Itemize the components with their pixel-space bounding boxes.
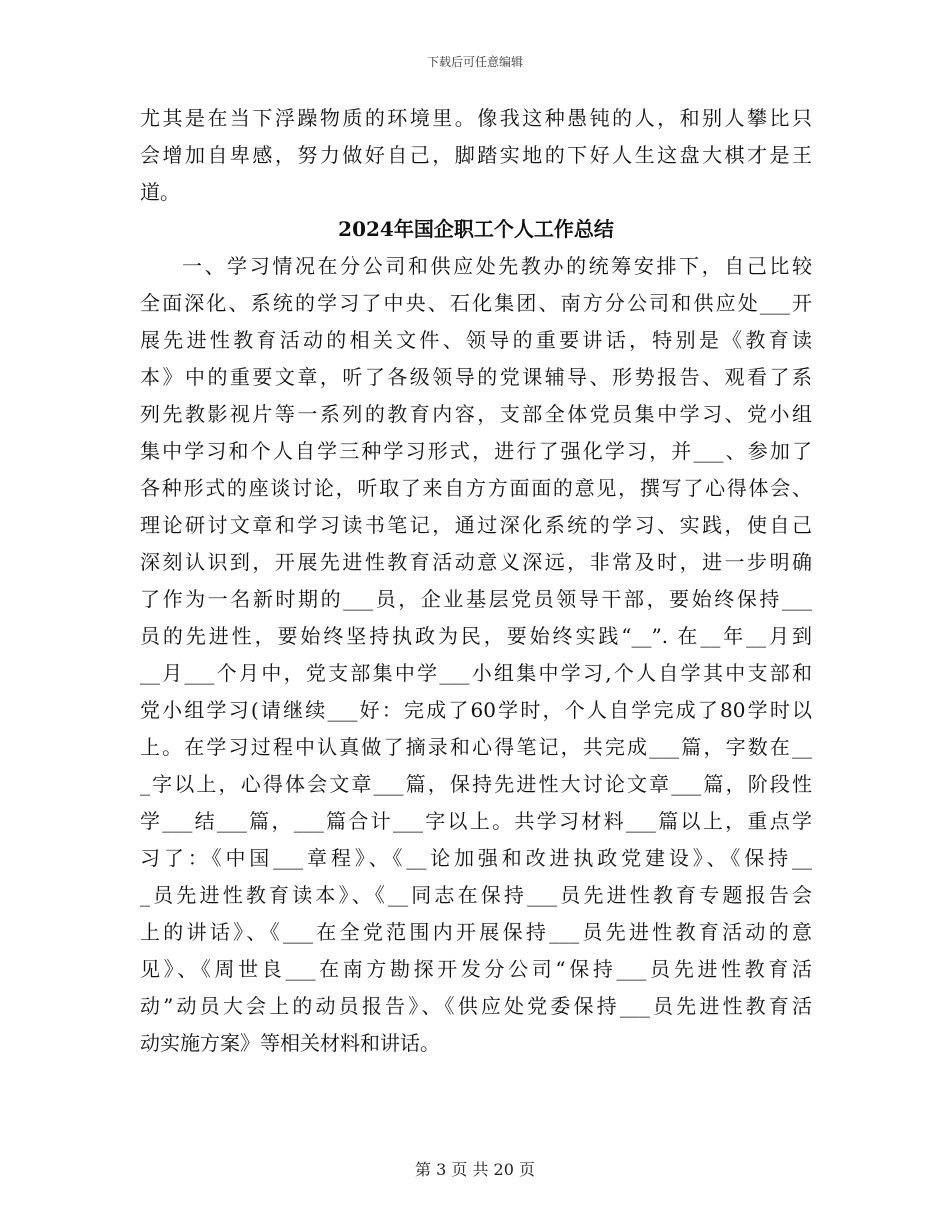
body-line-15: _字以上，心得体会文章___篇，保持先进性大讨论文章___篇，阶段性 bbox=[140, 772, 812, 796]
body-line-12: __月___个月中，党支部集中学___小组集中学习,个人自学其中支部和 bbox=[140, 661, 812, 685]
body-line-11: 员的先进性，要始终坚持执政为民，要始终实践“__”. 在__年__月到 bbox=[140, 624, 812, 648]
body-line-13: 党小组学习(请继续___好：完成了60学时，个人自学完成了80学时以 bbox=[140, 698, 812, 722]
body-line-4: 本》中的重要文章，听了各级领导的党课辅导、形势报告、观看了系 bbox=[140, 365, 812, 389]
page-header-note: 下载后可任意编辑 bbox=[426, 55, 523, 69]
body-line-7: 各种形式的座谈讨论，听取了来自方方面面的意见，撰写了心得体会、 bbox=[140, 476, 812, 500]
body-line-22: 动实施方案》等相关材料和讲话。 bbox=[140, 1031, 440, 1055]
document-body bbox=[140, 100, 812, 1062]
body-line-19: 上的讲话》、《___在全党范围内开展保持___员先进性教育活动的意 bbox=[140, 920, 812, 944]
body-line-6: 集中学习和个人自学三种学习形式，进行了强化学习，并___、参加了 bbox=[140, 439, 812, 463]
body-line-3: 展先进性教育活动的相关文件、领导的重要讲话，特别是《教育读 bbox=[140, 328, 812, 352]
intro-line-3: 道。 bbox=[140, 180, 180, 204]
body-line-2: 全面深化、系统的学习了中央、石化集团、南方分公司和供应处___开 bbox=[140, 291, 812, 315]
intro-line-1: 尤其是在当下浮躁物质的环境里。像我这种愚钝的人，和别人攀比只 bbox=[140, 106, 812, 130]
body-line-10: 了作为一名新时期的___员，企业基层党员领导干部，要始终保持___ bbox=[140, 587, 812, 611]
body-line-1: 一、学习情况在分公司和供应处先教办的统筹安排下，自己比较 bbox=[182, 254, 812, 278]
body-line-20: 见》、《周世良___在南方勘探开发分公司“保持___员先进性教育活 bbox=[140, 957, 812, 981]
body-line-8: 理论研讨文章和学习读书笔记，通过深化系统的学习、实践，使自己 bbox=[140, 513, 812, 537]
body-line-16: 学___结___篇，___篇合计___字以上。共学习材料___篇以上，重点学 bbox=[140, 809, 812, 833]
document-title: 2024年国企职工个人工作总结 bbox=[338, 217, 614, 241]
intro-line-2: 会增加自卑感，努力做好自己，脚踏实地的下好人生这盘大棋才是王 bbox=[140, 143, 812, 167]
page-number-footer: 第 3 页 共 20 页 bbox=[415, 1160, 535, 1179]
body-line-18: _员先进性教育读本》、《__同志在保持___员先进性教育专题报告会 bbox=[140, 883, 812, 907]
body-line-17: 习了：《中国___章程》、《__论加强和改进执政党建设》、《保持__ bbox=[140, 846, 812, 870]
body-line-9: 深刻认识到，开展先进性教育活动意义深远，非常及时，进一步明确 bbox=[140, 550, 812, 574]
body-line-14: 上。在学习过程中认真做了摘录和心得笔记，共完成___篇，字数在__ bbox=[140, 735, 812, 759]
body-line-21: 动”动员大会上的动员报告》、《供应处党委保持___员先进性教育活 bbox=[140, 994, 812, 1018]
body-line-5: 列先教影视片等一系列的教育内容，支部全体党员集中学习、党小组 bbox=[140, 402, 812, 426]
